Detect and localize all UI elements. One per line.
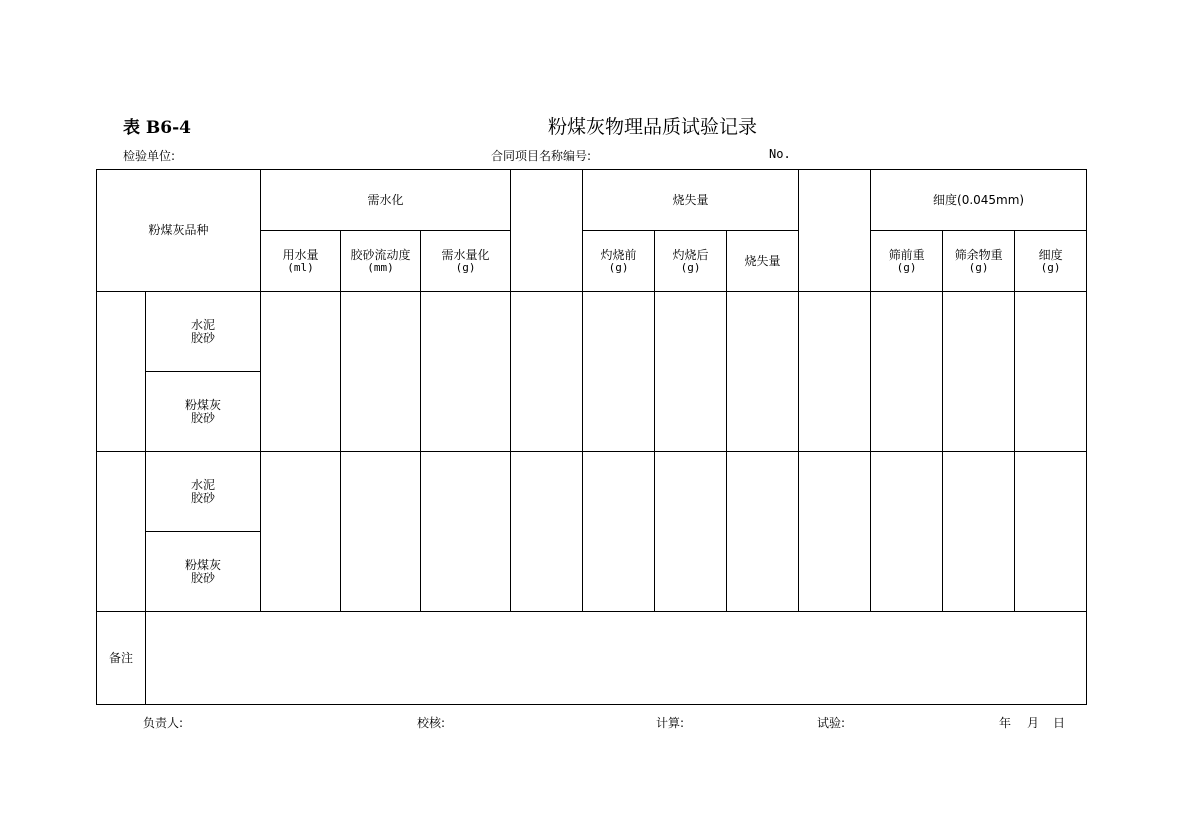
tester-label: 试验: — [817, 716, 846, 730]
data-cell[interactable] — [1015, 292, 1087, 452]
responsible-label: 负责人: — [143, 716, 184, 730]
no-label: No. — [769, 147, 791, 161]
data-cell[interactable] — [799, 452, 871, 612]
data-cell[interactable] — [421, 452, 511, 612]
fineness-col-header: 细度 (g) — [1015, 231, 1087, 292]
before-ignition-col-header: 灼烧前 (g) — [583, 231, 655, 292]
group-id-cell[interactable] — [97, 292, 146, 452]
loi-group-header: 烧失量 — [583, 170, 799, 231]
remarks-field[interactable] — [146, 612, 1087, 705]
data-cell[interactable] — [943, 452, 1015, 612]
sample-type-cell: 水泥 胶砂 — [146, 292, 261, 372]
sample-type-cell: 粉煤灰 胶砂 — [146, 372, 261, 452]
water-col-header: 用水量 (ml) — [261, 231, 341, 292]
data-cell[interactable] — [341, 292, 421, 452]
data-cell[interactable] — [943, 292, 1015, 452]
inspection-unit-label: 检验单位: — [123, 149, 176, 163]
data-cell[interactable] — [655, 452, 727, 612]
blank-header-cell — [799, 170, 871, 292]
month-label: 月 — [1027, 716, 1040, 730]
sample-type-cell: 粉煤灰 胶砂 — [146, 532, 261, 612]
data-cell[interactable] — [727, 292, 799, 452]
remarks-label: 备注 — [97, 612, 146, 705]
checker-label: 校核: — [417, 716, 446, 730]
data-cell[interactable] — [261, 452, 341, 612]
residue-col-header: 筛余物重 (g) — [943, 231, 1015, 292]
record-table — [96, 169, 1087, 705]
data-cell[interactable] — [1015, 452, 1087, 612]
group-id-cell[interactable] — [97, 452, 146, 612]
water-demand-group-header: 需水化 — [261, 170, 511, 231]
sample-type-cell: 水泥 胶砂 — [146, 452, 261, 532]
data-cell[interactable] — [583, 292, 655, 452]
year-label: 年 — [999, 716, 1012, 730]
data-cell[interactable] — [421, 292, 511, 452]
water-demand-col-header: 需水量化 (g) — [421, 231, 511, 292]
flow-col-header: 胶砂流动度 (mm) — [341, 231, 421, 292]
calculator-label: 计算: — [656, 716, 685, 730]
contract-label: 合同项目名称编号: — [491, 149, 592, 163]
data-cell[interactable] — [871, 452, 943, 612]
data-cell[interactable] — [583, 452, 655, 612]
data-cell[interactable] — [727, 452, 799, 612]
data-cell[interactable] — [511, 452, 583, 612]
data-cell[interactable] — [341, 452, 421, 612]
data-cell[interactable] — [655, 292, 727, 452]
page-title: 粉煤灰物理品质试验记录 — [548, 116, 758, 138]
loi-col-header: 烧失量 — [727, 231, 799, 292]
form-code: 表 B6-4 — [123, 118, 191, 138]
data-cell[interactable] — [799, 292, 871, 452]
variety-header: 粉煤灰品种 — [97, 170, 261, 292]
pre-sieve-col-header: 筛前重 (g) — [871, 231, 943, 292]
fineness-group-header: 细度(0.045mm) — [871, 170, 1087, 231]
data-cell[interactable] — [511, 292, 583, 452]
day-label: 日 — [1053, 716, 1066, 730]
data-cell[interactable] — [261, 292, 341, 452]
data-cell[interactable] — [871, 292, 943, 452]
after-ignition-col-header: 灼烧后 (g) — [655, 231, 727, 292]
blank-header-cell — [511, 170, 583, 292]
